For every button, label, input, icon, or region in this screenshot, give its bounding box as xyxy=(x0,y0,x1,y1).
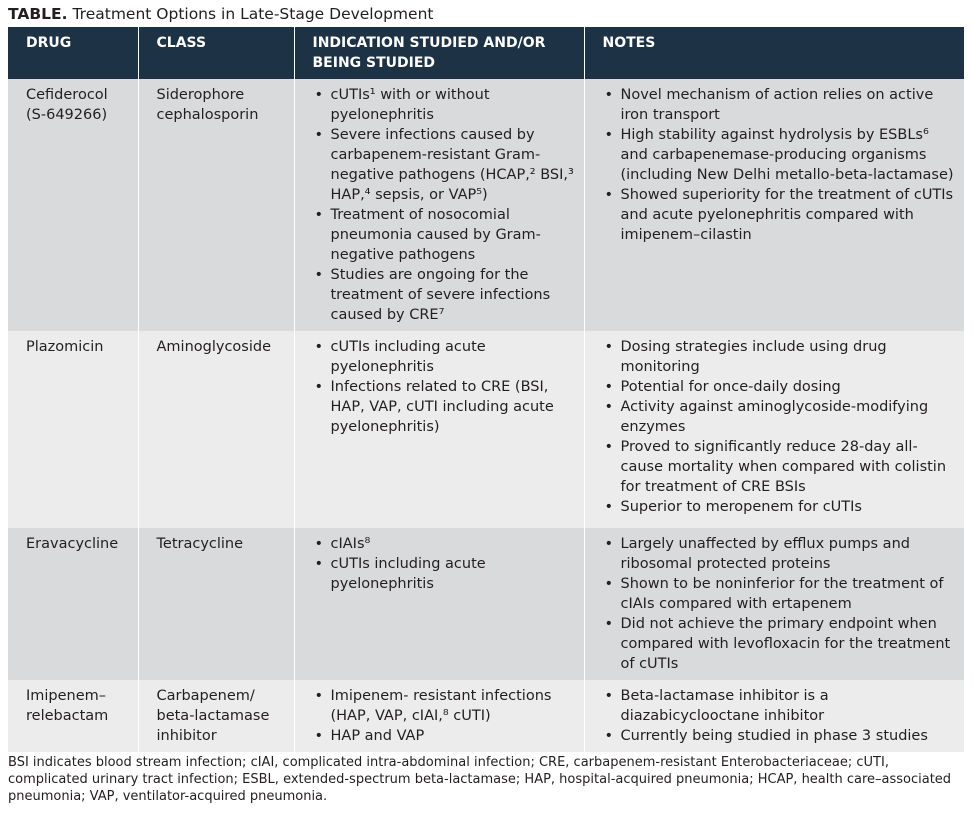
notes-list xyxy=(603,534,959,674)
list-item: • cIAIs⁸ xyxy=(313,534,578,554)
list-item: • Showed superiority for the treatment of cUTIs and acute pyelonephritis compared with imipenem–cilastin xyxy=(603,185,959,245)
header-class: CLASS xyxy=(138,27,294,79)
notes-list xyxy=(603,85,959,245)
class-cell: Carbapenem/ beta-lactamase inhibitor xyxy=(138,680,294,752)
header-drug: DRUG xyxy=(8,27,138,79)
list-item: • Did not achieve the primary endpoint when compared with levofloxacin for the treatment of cUTIs xyxy=(603,614,959,674)
table-row xyxy=(8,79,964,331)
class-cell: Siderophore cephalosporin xyxy=(138,79,294,331)
notes-cell xyxy=(584,79,964,331)
list-item: • Potential for once-daily dosing xyxy=(603,377,959,397)
list-item: • cUTIs including acute pyelonephritis xyxy=(313,554,578,594)
indication-list xyxy=(313,85,578,325)
indication-list xyxy=(313,337,578,437)
indication-cell xyxy=(294,528,584,680)
list-item: • Activity against aminoglycoside-modifying enzymes xyxy=(603,397,959,437)
list-item: • Largely unaffected by efflux pumps and ribosomal protected proteins xyxy=(603,534,959,574)
list-item: • Superior to meropenem for cUTIs xyxy=(603,497,959,517)
indication-cell xyxy=(294,79,584,331)
list-item: • Infections related to CRE (BSI, HAP, VAP, cUTI including acute pyelonephritis) xyxy=(313,377,578,437)
header-notes: NOTES xyxy=(584,27,964,79)
list-item: • Currently being studied in phase 3 studies xyxy=(603,726,959,746)
indication-cell xyxy=(294,680,584,752)
list-item: • Severe infections caused by carbapenem-resistant Gram-negative pathogens (HCAP,² BSI,³ HAP,⁴ sepsis, or VAP⁵) xyxy=(313,125,578,205)
drug-cell: Eravacycline xyxy=(8,528,138,680)
notes-list xyxy=(603,337,959,517)
caption-label: TABLE. xyxy=(8,5,68,23)
list-item: • Proved to significantly reduce 28-day all-cause mortality when compared with colistin for treatment of CRE BSIs xyxy=(603,437,959,497)
class-cell: Tetracycline xyxy=(138,528,294,680)
treatment-table xyxy=(8,27,964,752)
indication-cell xyxy=(294,331,584,528)
list-item: • cUTIs including acute pyelonephritis xyxy=(313,337,578,377)
table-caption xyxy=(8,5,433,23)
indication-list xyxy=(313,686,578,746)
table-row xyxy=(8,528,964,680)
caption-title: Treatment Options in Late-Stage Development xyxy=(72,5,434,23)
drug-cell: Imipenem–relebactam xyxy=(8,680,138,752)
list-item: • cUTIs¹ with or without pyelonephritis xyxy=(313,85,578,125)
list-item: • Studies are ongoing for the treatment of severe infections caused by CRE⁷ xyxy=(313,265,578,325)
list-item: • High stability against hydrolysis by ESBLs⁶ and carbapenemase-producing organisms (including New Delhi metallo-beta-lactamase) xyxy=(603,125,959,185)
header-row xyxy=(8,27,964,79)
list-item: • Beta-lactamase inhibitor is a diazabicyclooctane inhibitor xyxy=(603,686,959,726)
notes-list xyxy=(603,686,959,746)
list-item: • HAP and VAP xyxy=(313,726,578,746)
list-item: • Treatment of nosocomial pneumonia caused by Gram-negative pathogens xyxy=(313,205,578,265)
list-item: • Shown to be noninferior for the treatment of cIAIs compared with ertapenem xyxy=(603,574,959,614)
footnote: BSI indicates blood stream infection; cIAI, complicated intra-abdominal infection; CRE, carbapenem-resistant Enterobacteriaceae; cUTI, complicated urinary tract infection; ESBL, extended-spectrum beta-lactamase; HAP, hospital-acquired pneumonia; HCAP, health care–associated pneumonia; VAP, ventilator-acquired pneumonia. xyxy=(8,755,952,804)
notes-cell xyxy=(584,680,964,752)
table-row xyxy=(8,331,964,528)
list-item: • Novel mechanism of action relies on active iron transport xyxy=(603,85,959,125)
class-cell: Aminoglycoside xyxy=(138,331,294,528)
drug-cell: Plazomicin xyxy=(8,331,138,528)
drug-cell: Cefiderocol (S-649266) xyxy=(8,79,138,331)
list-item: • Dosing strategies include using drug monitoring xyxy=(603,337,959,377)
table-row xyxy=(8,680,964,752)
notes-cell xyxy=(584,331,964,528)
indication-list xyxy=(313,534,578,594)
notes-cell xyxy=(584,528,964,680)
header-indication: INDICATION STUDIED AND/OR BEING STUDIED xyxy=(294,27,584,79)
list-item: • Imipenem- resistant infections (HAP, VAP, cIAI,⁸ cUTI) xyxy=(313,686,578,726)
